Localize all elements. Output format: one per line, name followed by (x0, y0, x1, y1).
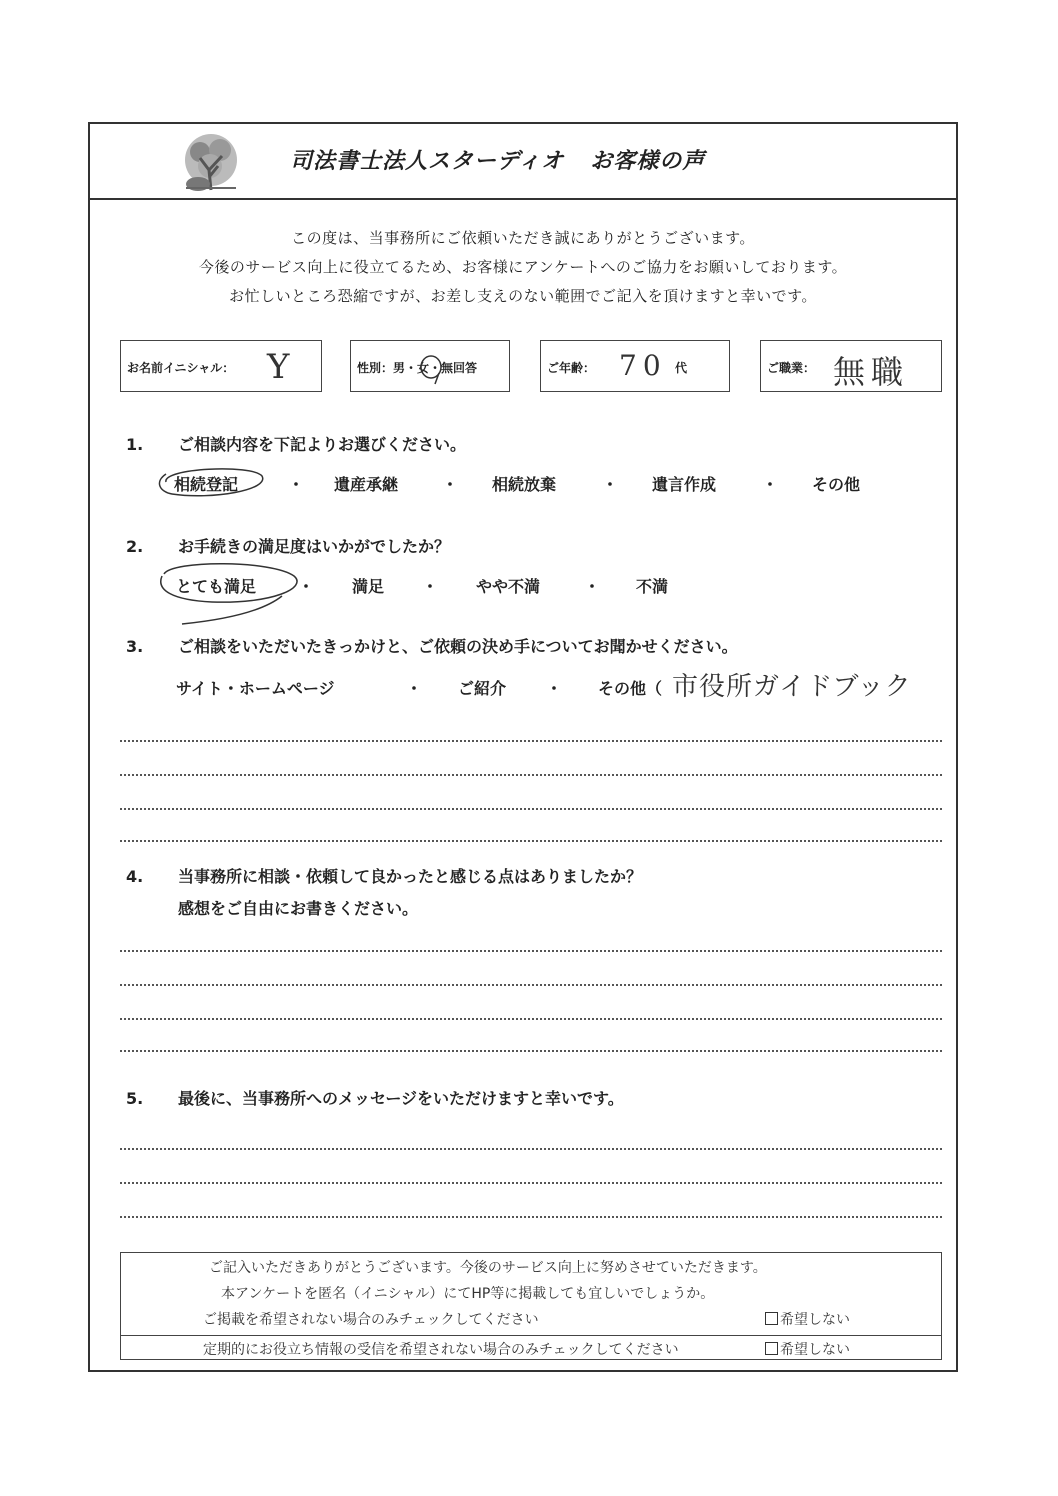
option-referral[interactable]: ご紹介 (458, 679, 507, 698)
selected-circle-mark (152, 556, 315, 628)
option-dissatisfied[interactable]: 不満 (636, 577, 669, 596)
question-number: 3. (126, 637, 144, 656)
job-field[interactable] (760, 340, 942, 392)
answer-line[interactable] (120, 1182, 942, 1184)
option-souzoku-touki[interactable]: 相続登記 (174, 475, 239, 494)
job-label: ご職業： (767, 361, 816, 375)
separator-dot: ・ (546, 679, 563, 698)
initial-field[interactable] (120, 340, 322, 392)
survey-sheet (88, 122, 958, 1372)
separator-dot: ・ (584, 577, 601, 596)
question-text: ご相談をいただいたきっかけと、ご依頼の決め手についてお聞かせください。 (178, 637, 738, 656)
answer-line[interactable] (120, 808, 942, 810)
age-value: 70 (619, 349, 667, 382)
selected-circle-mark (419, 351, 445, 385)
initial-value: Y (267, 347, 290, 387)
footer-newsletter-note: 定期的にお役立ち情報の受信を希望されない場合のみチェックしてください (203, 1342, 679, 1358)
separator-dot: ・ (762, 475, 779, 494)
checkbox-icon (765, 1312, 778, 1325)
selected-circle-mark (152, 460, 272, 504)
option-souzoku-houki[interactable]: 相続放棄 (492, 475, 557, 494)
separator-dot: ・ (298, 577, 315, 596)
question-5 (126, 1086, 624, 1109)
checkbox-label: 希望しない (780, 1312, 850, 1328)
question-text: ご相談内容を下記よりお選びください。 (178, 435, 467, 454)
answer-line[interactable] (120, 950, 942, 952)
header (90, 124, 956, 200)
option-other[interactable]: その他 (812, 475, 861, 494)
question-text: 最後に、当事務所へのメッセージをいただけますと幸いです。 (178, 1089, 624, 1108)
option-very-satisfied[interactable]: とても満足 (176, 577, 257, 596)
other-answer-handwritten: 市役所ガイドブック (672, 672, 912, 702)
footer-thanks: ご記入いただきありがとうございます。今後のサービス向上に努めさせていただきます。 (209, 1260, 767, 1276)
answer-line[interactable] (120, 1148, 942, 1150)
question-text: お手続きの満足度はいかがでしたか？ (178, 537, 451, 556)
age-field[interactable] (540, 340, 730, 392)
answer-line[interactable] (120, 740, 942, 742)
option-satisfied[interactable]: 満足 (352, 577, 385, 596)
question-1 (126, 432, 466, 455)
question-4 (126, 864, 642, 887)
answer-line[interactable] (120, 774, 942, 776)
option-somewhat-dissatisfied[interactable]: やや不満 (476, 577, 541, 596)
subtitle-text: お客様の声 (590, 149, 706, 174)
page-title (290, 144, 705, 175)
separator-dot: ・ (442, 475, 459, 494)
question-number: 5. (126, 1089, 144, 1108)
answer-line[interactable] (120, 840, 942, 842)
age-suffix: 代 (675, 361, 688, 375)
answer-line[interactable] (120, 1050, 942, 1052)
tree-logo-icon (178, 130, 244, 196)
question-number: 4. (126, 867, 144, 886)
option-yuigon-sakusei[interactable]: 遺言作成 (652, 475, 717, 494)
answer-line[interactable] (120, 984, 942, 986)
footer-publish-question: 本アンケートを匿名（イニシャル）にてHP等に掲載しても宜しいでしょうか。 (221, 1286, 715, 1302)
publish-optout-checkbox[interactable] (765, 1309, 850, 1329)
gender-field[interactable] (350, 340, 510, 392)
initial-label: お名前イニシャル： (127, 361, 235, 375)
intro-line: この度は、当事務所にご依頼いただき誠にありがとうございます。 (291, 229, 755, 247)
separator-dot: ・ (288, 475, 305, 494)
intro-text (90, 224, 956, 311)
question-text: 当事務所に相談・依頼して良かったと感じる点はありましたか？ (178, 867, 643, 886)
question-4-subtext: 感想をご自由にお書きください。 (178, 899, 419, 918)
job-value: 無職 (833, 353, 910, 391)
checkbox-label: 希望しない (780, 1342, 850, 1358)
footer-consent (120, 1252, 942, 1360)
intro-line: お忙しいところ恐縮ですが、お差し支えのない範囲でご記入を頂けますと幸いです。 (229, 287, 817, 305)
answer-line[interactable] (120, 1216, 942, 1218)
gender-label: 性別：男・女・無回答 (357, 361, 478, 375)
newsletter-optout-checkbox[interactable] (765, 1339, 850, 1359)
title-text: 司法書士法人スターディオ (290, 149, 565, 174)
intro-line: 今後のサービス向上に役立てるため、お客様にアンケートへのご協力をお願いしております。 (198, 258, 848, 276)
separator-dot: ・ (602, 475, 619, 494)
age-label: ご年齢： (547, 361, 596, 375)
question-2 (126, 534, 450, 557)
option-website[interactable]: サイト・ホームページ (176, 679, 335, 698)
footer-publish-note: ご掲載を希望されない場合のみチェックしてください (203, 1312, 539, 1328)
footer-divider (121, 1335, 941, 1336)
question-number: 1. (126, 435, 144, 454)
checkbox-icon (765, 1342, 778, 1355)
question-3 (126, 634, 738, 657)
answer-line[interactable] (120, 1018, 942, 1020)
option-other[interactable]: その他（ (598, 679, 663, 698)
separator-dot: ・ (406, 679, 423, 698)
question-number: 2. (126, 537, 144, 556)
separator-dot: ・ (422, 577, 439, 596)
option-isan-shoukei[interactable]: 遺産承継 (334, 475, 399, 494)
